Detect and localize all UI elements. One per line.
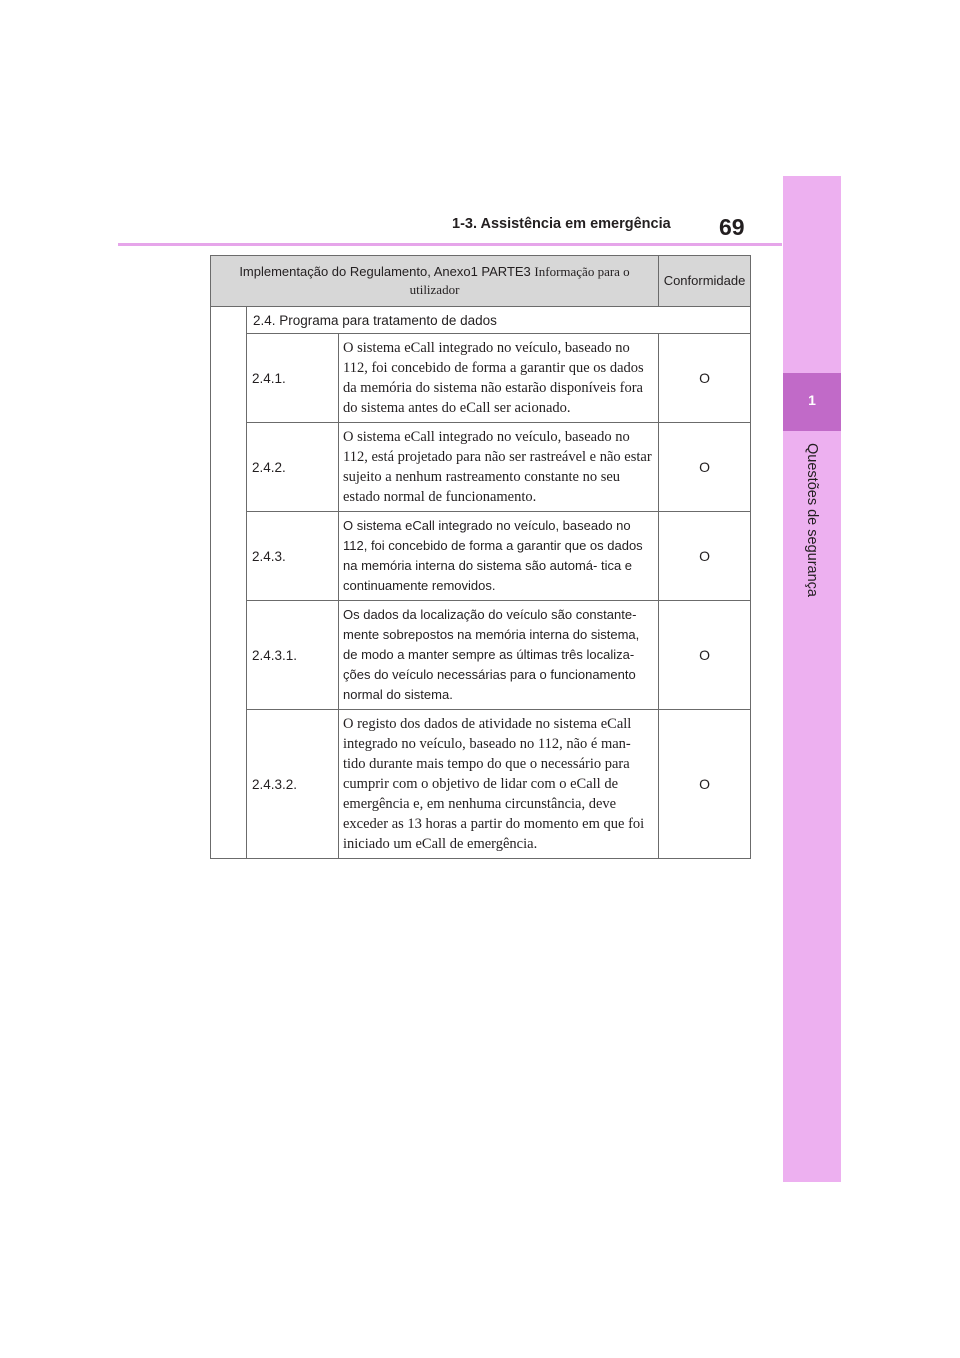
chapter-label: Questões de segurança <box>804 443 820 597</box>
row-conformity: O <box>659 334 751 423</box>
section-title: 1-3. Assistência em emergência <box>452 216 671 232</box>
row-number: 2.4.1. <box>247 334 339 423</box>
row-description: Os dados da localização do veículo são constante- mente sobrepostos na memória interna do sistema, de modo a manter sempre as últimas três localiza- ções do veículo necessárias para o funcionamento normal do sistema. <box>339 601 659 710</box>
table-row <box>211 601 751 710</box>
table-header-row <box>211 256 751 307</box>
chapter-number: 1 <box>808 392 816 408</box>
header-regulation-sans: Implementação do Regulamento, Anexo1 PARTE3 <box>239 264 535 279</box>
header-regulation-serif: Informação para o utilizador <box>409 264 630 297</box>
indent-cell <box>211 307 247 859</box>
row-number: 2.4.3.2. <box>247 710 339 859</box>
regulation-table <box>210 255 751 859</box>
row-description: O sistema eCall integrado no veículo, baseado no 112, está projetado para não ser rastreável e não estar sujeito a nenhum rastreamento constante no seu estado normal de funcionamento. <box>339 423 659 512</box>
header-regulation <box>211 256 659 307</box>
header-conformity: Conformidade <box>659 256 751 307</box>
table-section-row <box>211 307 751 334</box>
row-number: 2.4.3.1. <box>247 601 339 710</box>
header-rule <box>118 243 782 246</box>
chapter-side-tab[interactable] <box>783 176 841 1182</box>
table-row <box>211 512 751 601</box>
row-number: 2.4.3. <box>247 512 339 601</box>
section-heading: 2.4. Programa para tratamento de dados <box>247 307 751 334</box>
table-row <box>211 423 751 512</box>
row-conformity: O <box>659 710 751 859</box>
row-number: 2.4.2. <box>247 423 339 512</box>
table-row <box>211 334 751 423</box>
page-number: 69 <box>719 214 745 240</box>
row-conformity: O <box>659 512 751 601</box>
table-row <box>211 710 751 859</box>
row-description: O registo dos dados de atividade no sistema eCall integrado no veículo, baseado no 112, não é man- tido durante mais tempo do que o necessário para cumprir com o objetivo de lidar com o eCall de emergência e, em nenhuma circunstância, deve exceder as 13 horas a partir do momento em que foi iniciado um eCall de emergência. <box>339 710 659 859</box>
row-description: O sistema eCall integrado no veículo, baseado no 112, foi concebido de forma a garantir que os dados da memória do sistema não estarão disponíveis fora do sistema antes do eCall ser acionado. <box>339 334 659 423</box>
row-description: O sistema eCall integrado no veículo, baseado no 112, foi concebido de forma a garantir que os dados na memória interna do sistema são automá- tica e continuamente removidos. <box>339 512 659 601</box>
row-conformity: O <box>659 601 751 710</box>
row-conformity: O <box>659 423 751 512</box>
